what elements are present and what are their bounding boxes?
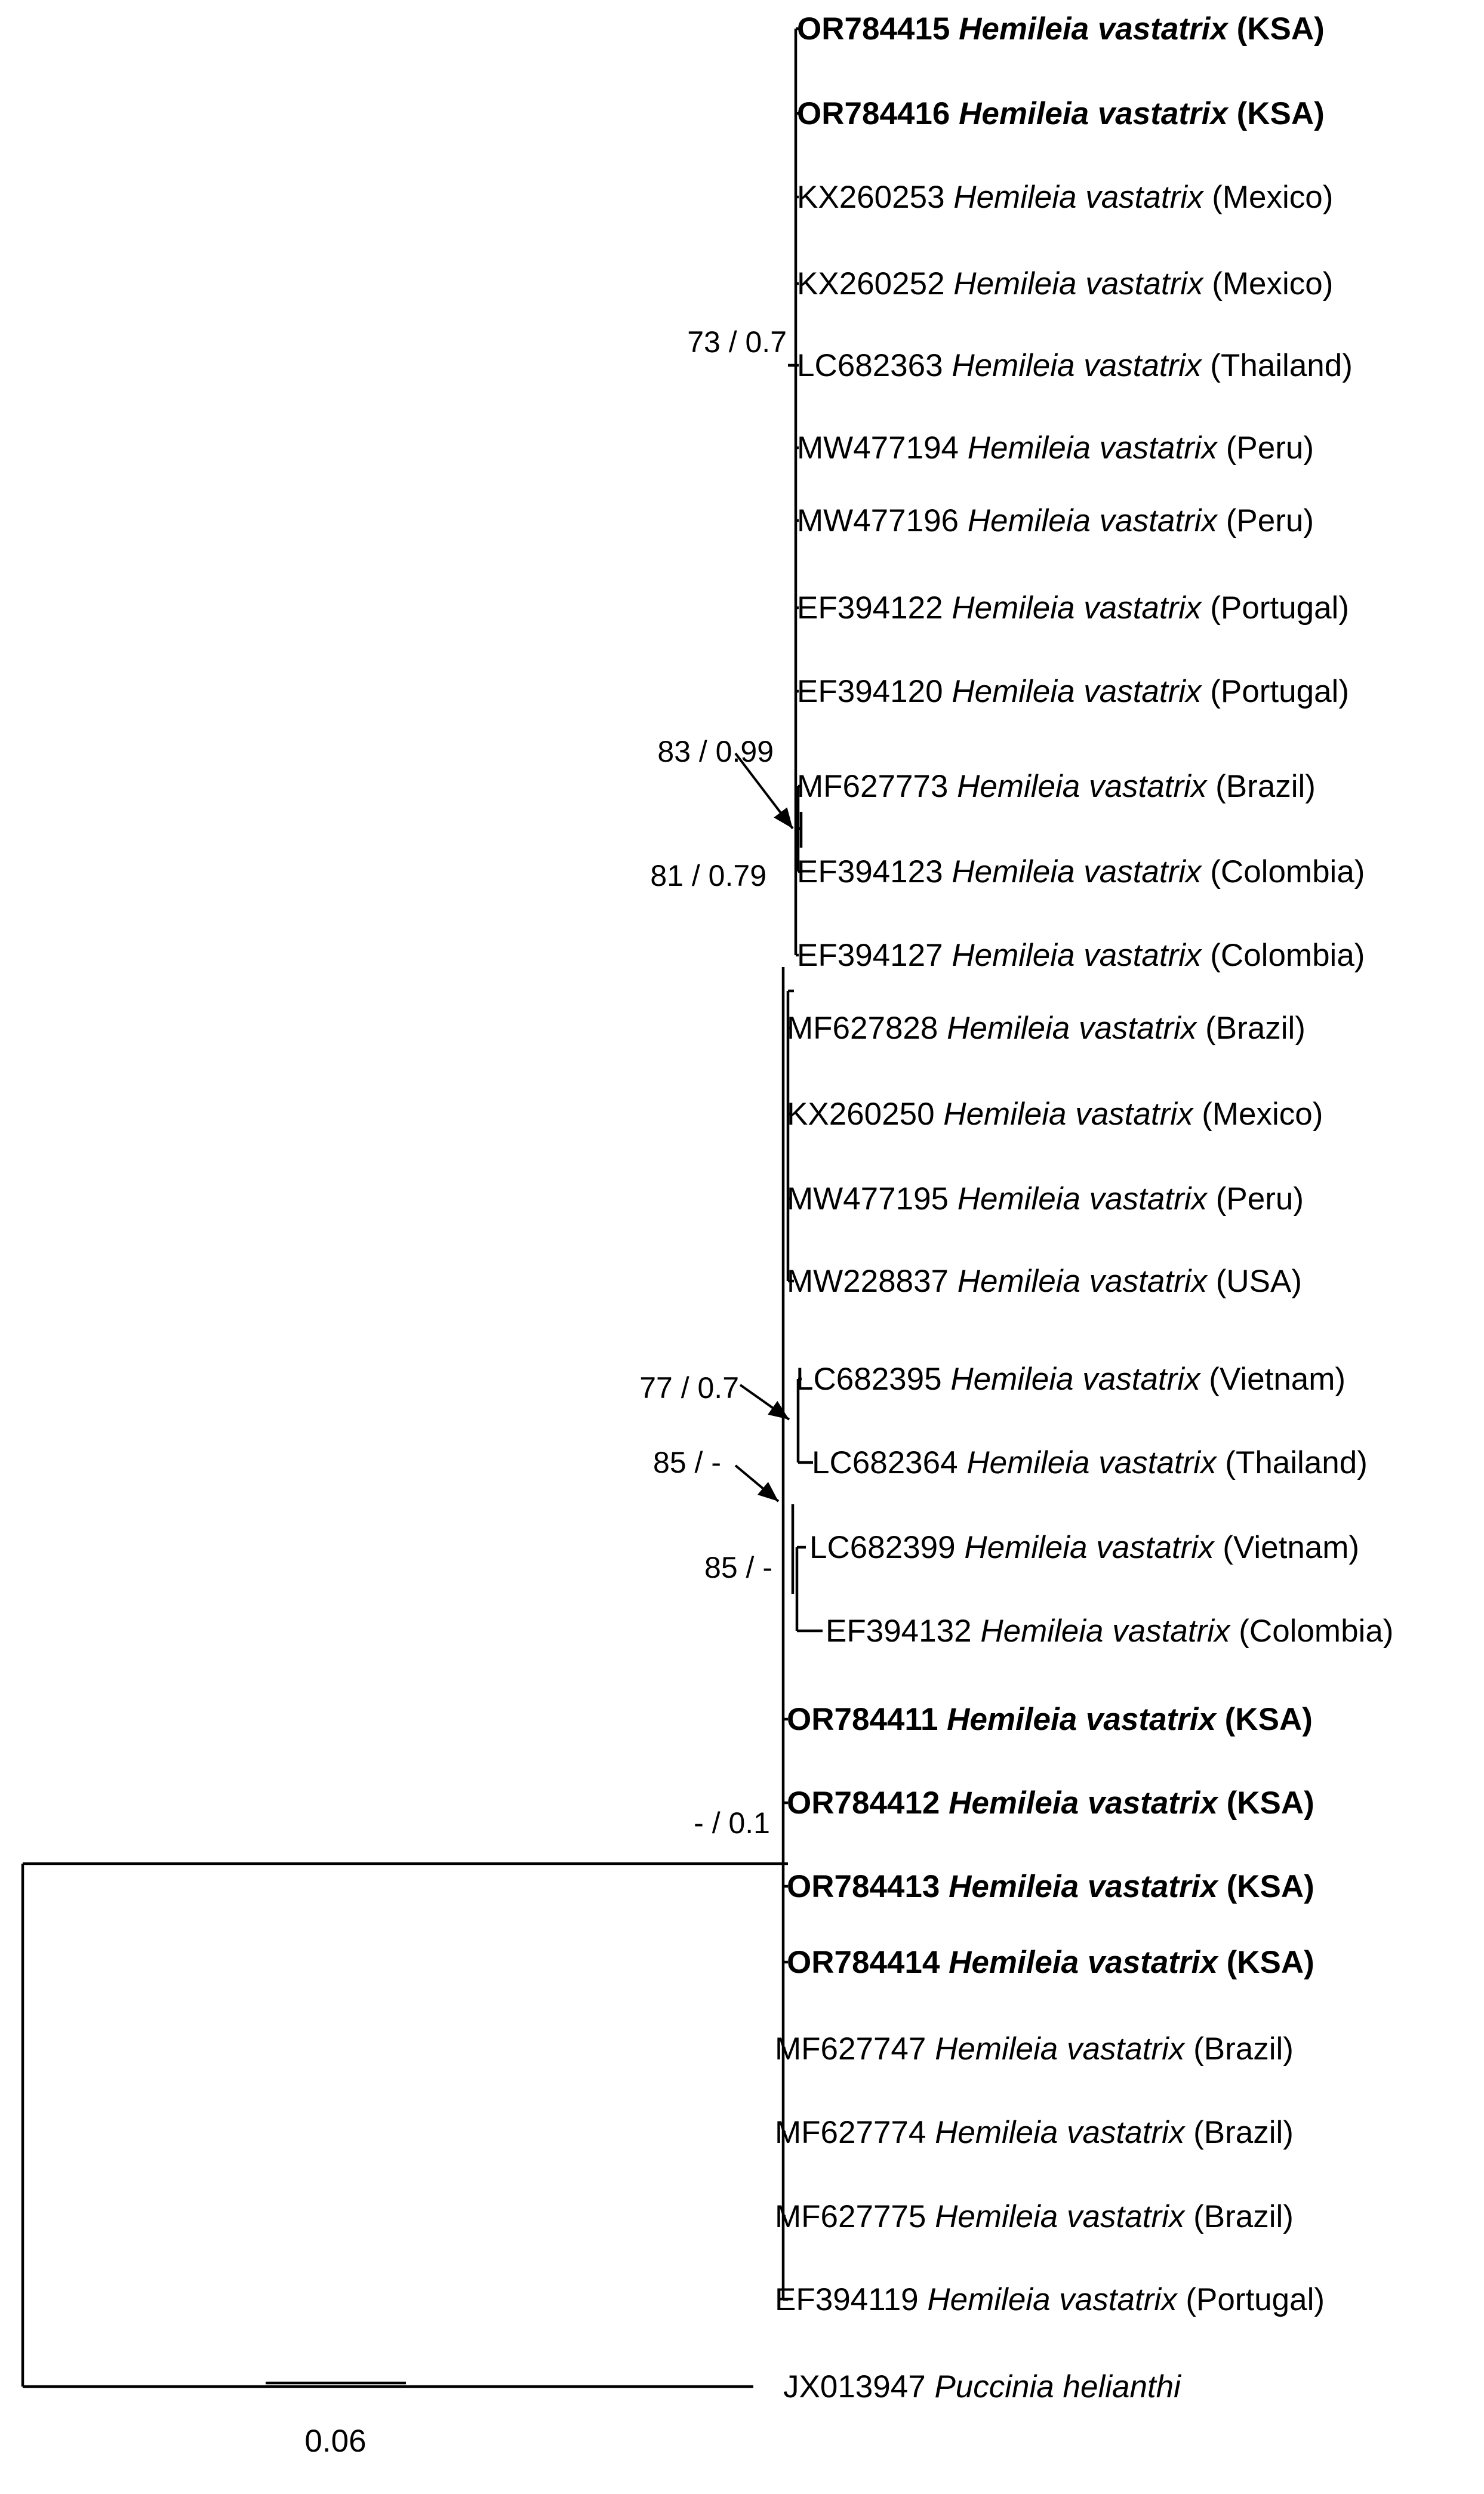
taxon-label (775, 2199, 1294, 2234)
taxon-label (797, 348, 1353, 383)
taxon-species: Hemileia vastatrix (947, 1011, 1197, 1046)
taxon-labels (775, 11, 1393, 2404)
taxon-country: (Colombia) (1201, 854, 1365, 889)
taxon-species: Hemileia vastatrix (935, 2031, 1185, 2067)
taxon-country: (Brazil) (1196, 1011, 1306, 1046)
taxon-species: Hemileia vastatrix (959, 11, 1228, 47)
tree-branches (23, 29, 823, 2387)
taxon-accession: KX260252 (797, 266, 954, 301)
taxon-accession: MW477195 (787, 1181, 957, 1217)
taxon-country: (Peru) (1217, 503, 1314, 538)
taxon-species: Hemileia vastatrix (952, 348, 1202, 383)
taxon-species: Hemileia vastatrix (967, 430, 1217, 466)
taxon-country: (Thailand) (1216, 1445, 1368, 1480)
taxon-accession: MF627775 (775, 2199, 935, 2234)
taxon-species: Hemileia vastatrix (964, 1530, 1214, 1565)
taxon-species: Hemileia vastatrix (966, 1445, 1217, 1480)
taxon-species: Hemileia vastatrix (943, 1097, 1193, 1132)
taxon-country: (Vietnam) (1214, 1530, 1360, 1565)
taxon-label (787, 1785, 1314, 1821)
support-value-label: 85 / - (653, 1446, 721, 1479)
taxon-country: (Colombia) (1201, 938, 1365, 973)
taxon-label (797, 96, 1325, 131)
support-arrow-head (758, 1482, 778, 1501)
taxon-country: (Vietnam) (1200, 1362, 1346, 1397)
taxon-accession: MW477196 (797, 503, 968, 538)
taxon-country: (KSA) (1217, 1945, 1314, 1980)
taxon-country: (KSA) (1227, 96, 1325, 131)
taxon-label (797, 938, 1365, 973)
taxon-country: (Peru) (1217, 430, 1314, 466)
taxon-species: Hemileia vastatrix (952, 590, 1202, 626)
taxon-accession: MF627774 (775, 2115, 935, 2150)
taxon-label (787, 1945, 1314, 1980)
taxon-country: (Portugal) (1201, 590, 1349, 626)
taxon-country: (USA) (1207, 1264, 1302, 1299)
taxon-country: (Portugal) (1201, 674, 1349, 709)
taxon-accession: EF394127 (797, 938, 952, 973)
taxon-country: (KSA) (1217, 1869, 1314, 1904)
taxon-accession: MF627747 (775, 2031, 935, 2067)
taxon-country: (Brazil) (1184, 2115, 1294, 2150)
taxon-label (797, 769, 1316, 804)
taxon-species: Hemileia vastatrix (952, 854, 1202, 889)
taxon-accession: OR784414 (787, 1945, 949, 1980)
taxon-country: (KSA) (1227, 11, 1325, 47)
taxon-country: (KSA) (1215, 1702, 1313, 1737)
taxon-label (797, 503, 1314, 538)
taxon-country: (Thailand) (1201, 348, 1353, 383)
taxon-accession: MF627828 (787, 1011, 947, 1046)
taxon-accession: OR784413 (787, 1869, 949, 1904)
taxon-accession: MF627773 (797, 769, 957, 804)
taxon-label (787, 1869, 1314, 1904)
taxon-species: Hemileia vastatrix (950, 1362, 1200, 1397)
taxon-label (787, 1264, 1302, 1299)
taxon-label (797, 11, 1325, 47)
taxon-label (796, 1362, 1346, 1397)
taxon-country: (Brazil) (1206, 769, 1316, 804)
taxon-accession: MW477194 (797, 430, 968, 466)
taxon-accession: LC682363 (797, 348, 952, 383)
taxon-accession: JX013947 (783, 2369, 935, 2404)
taxon-label (797, 180, 1333, 215)
taxon-label (775, 2031, 1294, 2067)
taxon-country: (Mexico) (1203, 266, 1334, 301)
taxon-label (775, 2115, 1294, 2150)
taxon-country: (KSA) (1217, 1785, 1314, 1821)
taxon-species: Hemileia vastatrix (927, 2282, 1177, 2317)
taxon-label (787, 1702, 1313, 1737)
taxon-country: (Colombia) (1230, 1614, 1394, 1649)
taxon-species: Hemileia vastatrix (935, 2199, 1185, 2234)
taxon-accession: EF394122 (797, 590, 952, 626)
taxon-species: Hemileia vastatrix (957, 1181, 1207, 1217)
taxon-label (787, 1181, 1304, 1217)
taxon-label (783, 2369, 1181, 2404)
taxon-label (797, 266, 1333, 301)
taxon-species: Hemileia vastatrix (949, 1785, 1218, 1821)
taxon-accession: EF394120 (797, 674, 952, 709)
taxon-species: Hemileia vastatrix (959, 96, 1228, 131)
support-value-label: 83 / 0.99 (657, 735, 774, 768)
taxon-species: Hemileia vastatrix (957, 1264, 1207, 1299)
taxon-accession: OR784411 (787, 1702, 947, 1737)
taxon-label (809, 1530, 1359, 1565)
support-labels (639, 325, 787, 1840)
taxon-accession: OR784412 (787, 1785, 949, 1821)
taxon-species: Hemileia vastatrix (952, 938, 1202, 973)
taxon-species: Hemileia vastatrix (935, 2115, 1185, 2150)
taxon-label (797, 674, 1349, 709)
taxon-label (787, 1011, 1306, 1046)
taxon-accession: KX260250 (787, 1097, 944, 1132)
support-value-label: - / 0.1 (694, 1806, 770, 1840)
taxon-accession: OR784416 (797, 96, 959, 131)
taxon-accession: LC682395 (796, 1362, 951, 1397)
taxon-species: Hemileia vastatrix (980, 1614, 1230, 1649)
support-value-label: 81 / 0.79 (650, 859, 766, 892)
scale-bar (266, 2383, 406, 2459)
taxon-label (797, 854, 1365, 889)
support-arrow-head (774, 807, 793, 829)
taxon-country: (Mexico) (1193, 1097, 1323, 1132)
taxon-label (797, 430, 1314, 466)
taxon-species: Hemileia vastatrix (949, 1869, 1218, 1904)
taxon-label (797, 590, 1349, 626)
taxon-species: Hemileia vastatrix (967, 503, 1217, 538)
taxon-species: Hemileia vastatrix (952, 674, 1202, 709)
taxon-accession: LC682399 (809, 1530, 965, 1565)
support-value-label: 73 / 0.7 (687, 325, 787, 359)
taxon-country: (Portugal) (1177, 2282, 1325, 2317)
taxon-label (826, 1614, 1393, 1649)
taxon-accession: MW228837 (787, 1264, 957, 1299)
taxon-accession: EF394119 (775, 2282, 928, 2317)
taxon-label (775, 2282, 1325, 2317)
taxon-accession: LC682364 (812, 1445, 967, 1480)
taxon-country: (Peru) (1207, 1181, 1304, 1217)
taxon-species: Hemileia vastatrix (957, 769, 1207, 804)
taxon-country: (Mexico) (1203, 180, 1334, 215)
taxon-species: Hemileia vastatrix (949, 1945, 1218, 1980)
scale-bar-label: 0.06 (304, 2424, 367, 2459)
taxon-accession: OR784415 (797, 11, 959, 47)
taxon-species: Hemileia vastatrix (947, 1702, 1216, 1737)
support-arrow-head (768, 1401, 789, 1420)
taxon-species: Hemileia vastatrix (953, 180, 1203, 215)
taxon-species: Hemileia vastatrix (953, 266, 1203, 301)
taxon-species: Puccinia helianthi (934, 2369, 1181, 2404)
taxon-country: (Brazil) (1184, 2199, 1294, 2234)
taxon-accession: EF394132 (826, 1614, 981, 1649)
taxon-label (812, 1445, 1368, 1480)
taxon-accession: EF394123 (797, 854, 952, 889)
taxon-country: (Brazil) (1184, 2031, 1294, 2067)
taxon-accession: KX260253 (797, 180, 954, 215)
support-value-label: 77 / 0.7 (639, 1371, 739, 1405)
taxon-label (787, 1097, 1323, 1132)
support-value-label: 85 / - (704, 1551, 772, 1584)
